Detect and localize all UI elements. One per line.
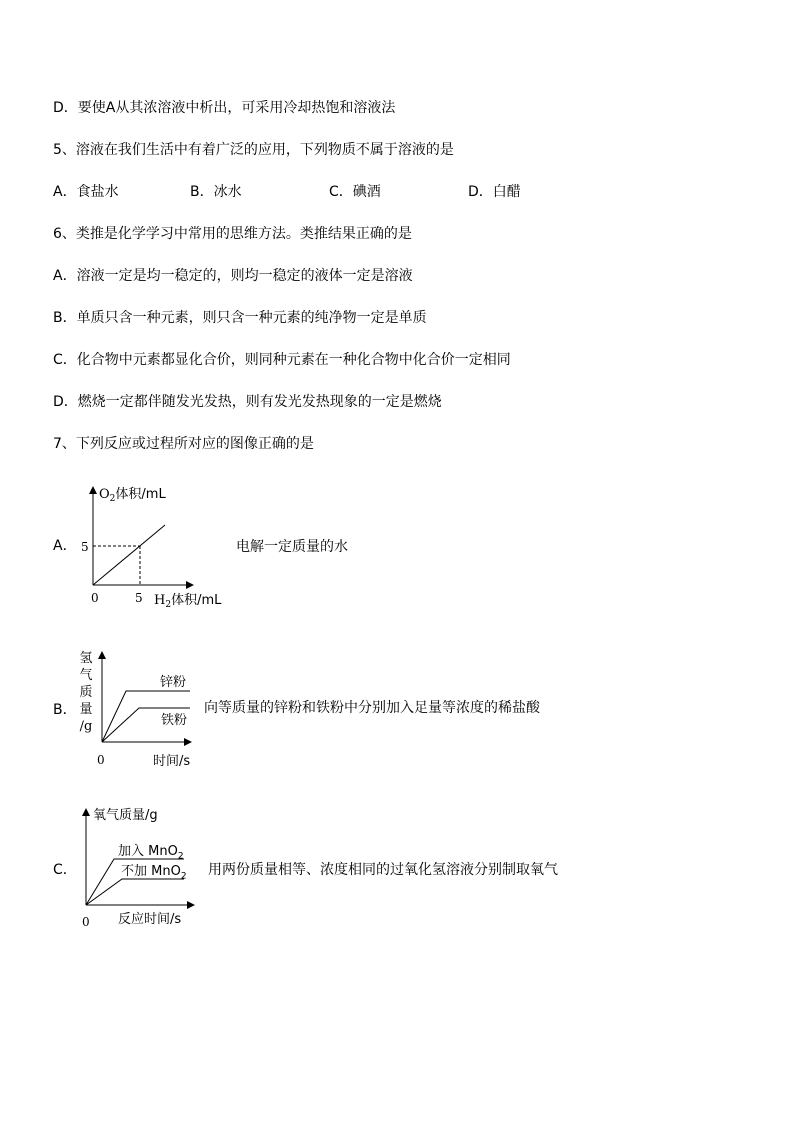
graph-c-series-without-mno2-label: 不加 MnO$_2$ xyxy=(121,864,187,882)
graph-b-x-axis-label: 时间/s xyxy=(153,754,191,769)
graph-c-origin: 0 xyxy=(82,915,90,929)
graph-c-series-with-mno2-label: 加入 MnO$_2$ xyxy=(118,844,184,862)
graph-b-description: 向等质量的锌粉和铁粉中分别加入足量等浓度的稀盐酸 xyxy=(204,700,540,716)
question6-option-d: D．燃烧一定都伴随发光发热，则有发光发热现象的一定是燃烧 xyxy=(53,394,442,410)
graph-a-description: 电解一定质量的水 xyxy=(236,539,348,555)
graph-b-y-axis-label: 氢 气 质 量 /g xyxy=(79,651,93,734)
question7-option-a-label: A． xyxy=(53,538,77,554)
graph-a-y-axis-label: $O_2$体积/mL xyxy=(99,487,166,504)
question6-option-b: B．单质只含一种元素，则只含一种元素的纯净物一定是单质 xyxy=(53,310,427,326)
question4-option-d: D．要使A从其浓溶液中析出，可采用冷却热饱和溶液法 xyxy=(53,100,396,116)
question5-option-c: C．碘酒 xyxy=(329,184,381,200)
question5-stem: 5、溶液在我们生活中有着广泛的应用，下列物质不属于溶液的是 xyxy=(53,142,454,158)
question6-option-a: A．溶液一定是均一稳定的，则均一稳定的液体一定是溶液 xyxy=(53,268,413,284)
graph-a-x-tick: 5 xyxy=(135,591,143,605)
graph-c-y-axis-label: 氧气质量/g xyxy=(93,808,158,823)
graph-a-x-axis-label: $H_2$体积/mL xyxy=(154,593,222,610)
graph-b-series-zinc-label: 锌粉 xyxy=(160,675,187,690)
graph-c-description: 用两份质量相等、浓度相同的过氧化氢溶液分别制取氧气 xyxy=(208,862,558,878)
question7-option-c-label: C． xyxy=(53,862,77,878)
question7-stem: 7、下列反应或过程所对应的图像正确的是 xyxy=(53,436,314,452)
graph-a xyxy=(75,478,235,610)
graph-a-y-tick: 5 xyxy=(81,540,89,554)
question5-option-a: A．食盐水 xyxy=(53,184,119,200)
graph-b-origin: 0 xyxy=(97,753,105,767)
question5-option-d: D．白醋 xyxy=(468,184,521,200)
graph-a-data-line xyxy=(93,525,165,585)
question6-stem: 6、类推是化学学习中常用的思维方法。类推结果正确的是 xyxy=(53,226,412,242)
graph-a-origin: 0 xyxy=(91,591,99,605)
question6-option-c: C．化合物中元素都显化合价，则同种元素在一种化合物中化合价一定相同 xyxy=(53,352,511,368)
question7-option-b-label: B． xyxy=(53,702,77,718)
question5-option-b: B．冰水 xyxy=(190,184,242,200)
graph-c-x-axis-label: 反应时间/s xyxy=(118,912,182,927)
graph-b-series-iron-label: 铁粉 xyxy=(161,713,188,728)
